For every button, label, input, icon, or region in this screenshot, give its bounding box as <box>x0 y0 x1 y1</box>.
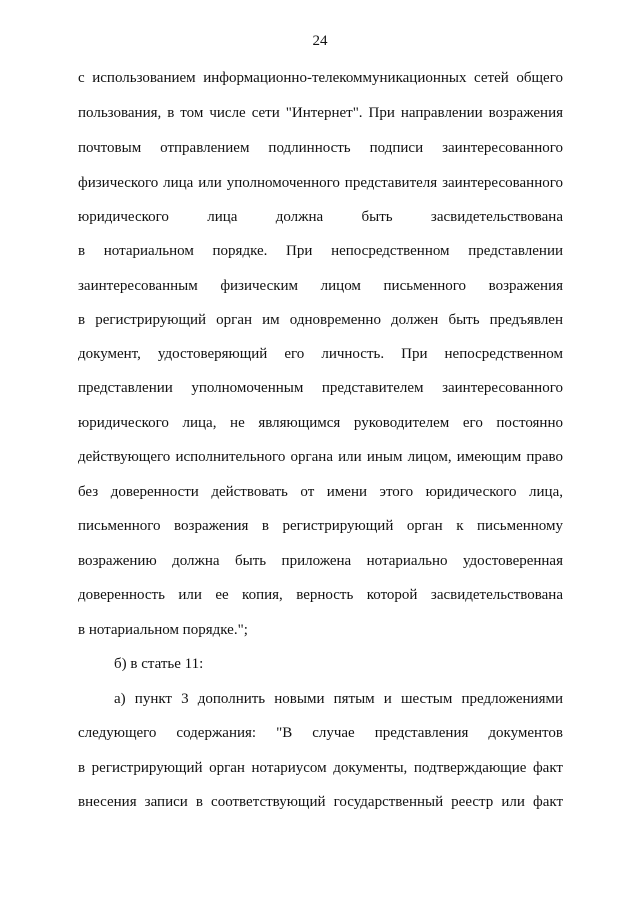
text-line: в нотариальном порядке."; <box>78 622 248 638</box>
text-line: в регистрирующий орган им одновременно должен быть предъявлен <box>78 312 563 328</box>
text-line: а) пункт 3 дополнить новыми пятым и шестым предложениями <box>114 691 563 707</box>
text-line: в нотариальном порядке. При непосредственном представлении <box>78 243 563 259</box>
text-line: почтовым отправлением подлинность подписи заинтересованного <box>78 140 563 156</box>
text-line: физического лица или уполномоченного представителя заинтересованного <box>78 175 563 191</box>
text-line: доверенность или ее копия, верность которой засвидетельствована <box>78 587 563 603</box>
text-line: возражению должна быть приложена нотариально удостоверенная <box>78 553 563 569</box>
text-line: заинтересованным физическим лицом письменного возражения <box>78 278 563 294</box>
text-line: представлении уполномоченным представителем заинтересованного <box>78 380 563 396</box>
text-line: юридического лица должна быть засвидетельствована <box>78 209 563 225</box>
text-line: юридического лица, не являющимся руководителем его постоянно <box>78 415 563 431</box>
text-line: с использованием информационно-телекоммуникационных сетей общего <box>78 70 563 86</box>
page-number: 24 <box>312 33 328 49</box>
subsection-heading: б) в статье 11: <box>114 656 204 672</box>
text-line: действующего исполнительного органа или иным лицом, имеющим право <box>78 449 563 465</box>
text-line: документ, удостоверяющий его личность. При непосредственном <box>78 346 563 362</box>
text-line: письменного возражения в регистрирующий орган к письменному <box>78 518 563 534</box>
text-line: пользования, в том числе сети "Интернет". При направлении возражения <box>78 105 563 121</box>
text-line: внесения записи в соответствующий государственный реестр или факт <box>78 794 563 810</box>
text-line: без доверенности действовать от имени этого юридического лица, <box>78 484 563 500</box>
text-line: в регистрирующий орган нотариусом документы, подтверждающие факт <box>78 760 563 776</box>
text-line: следующего содержания: "В случае представления документов <box>78 725 563 741</box>
